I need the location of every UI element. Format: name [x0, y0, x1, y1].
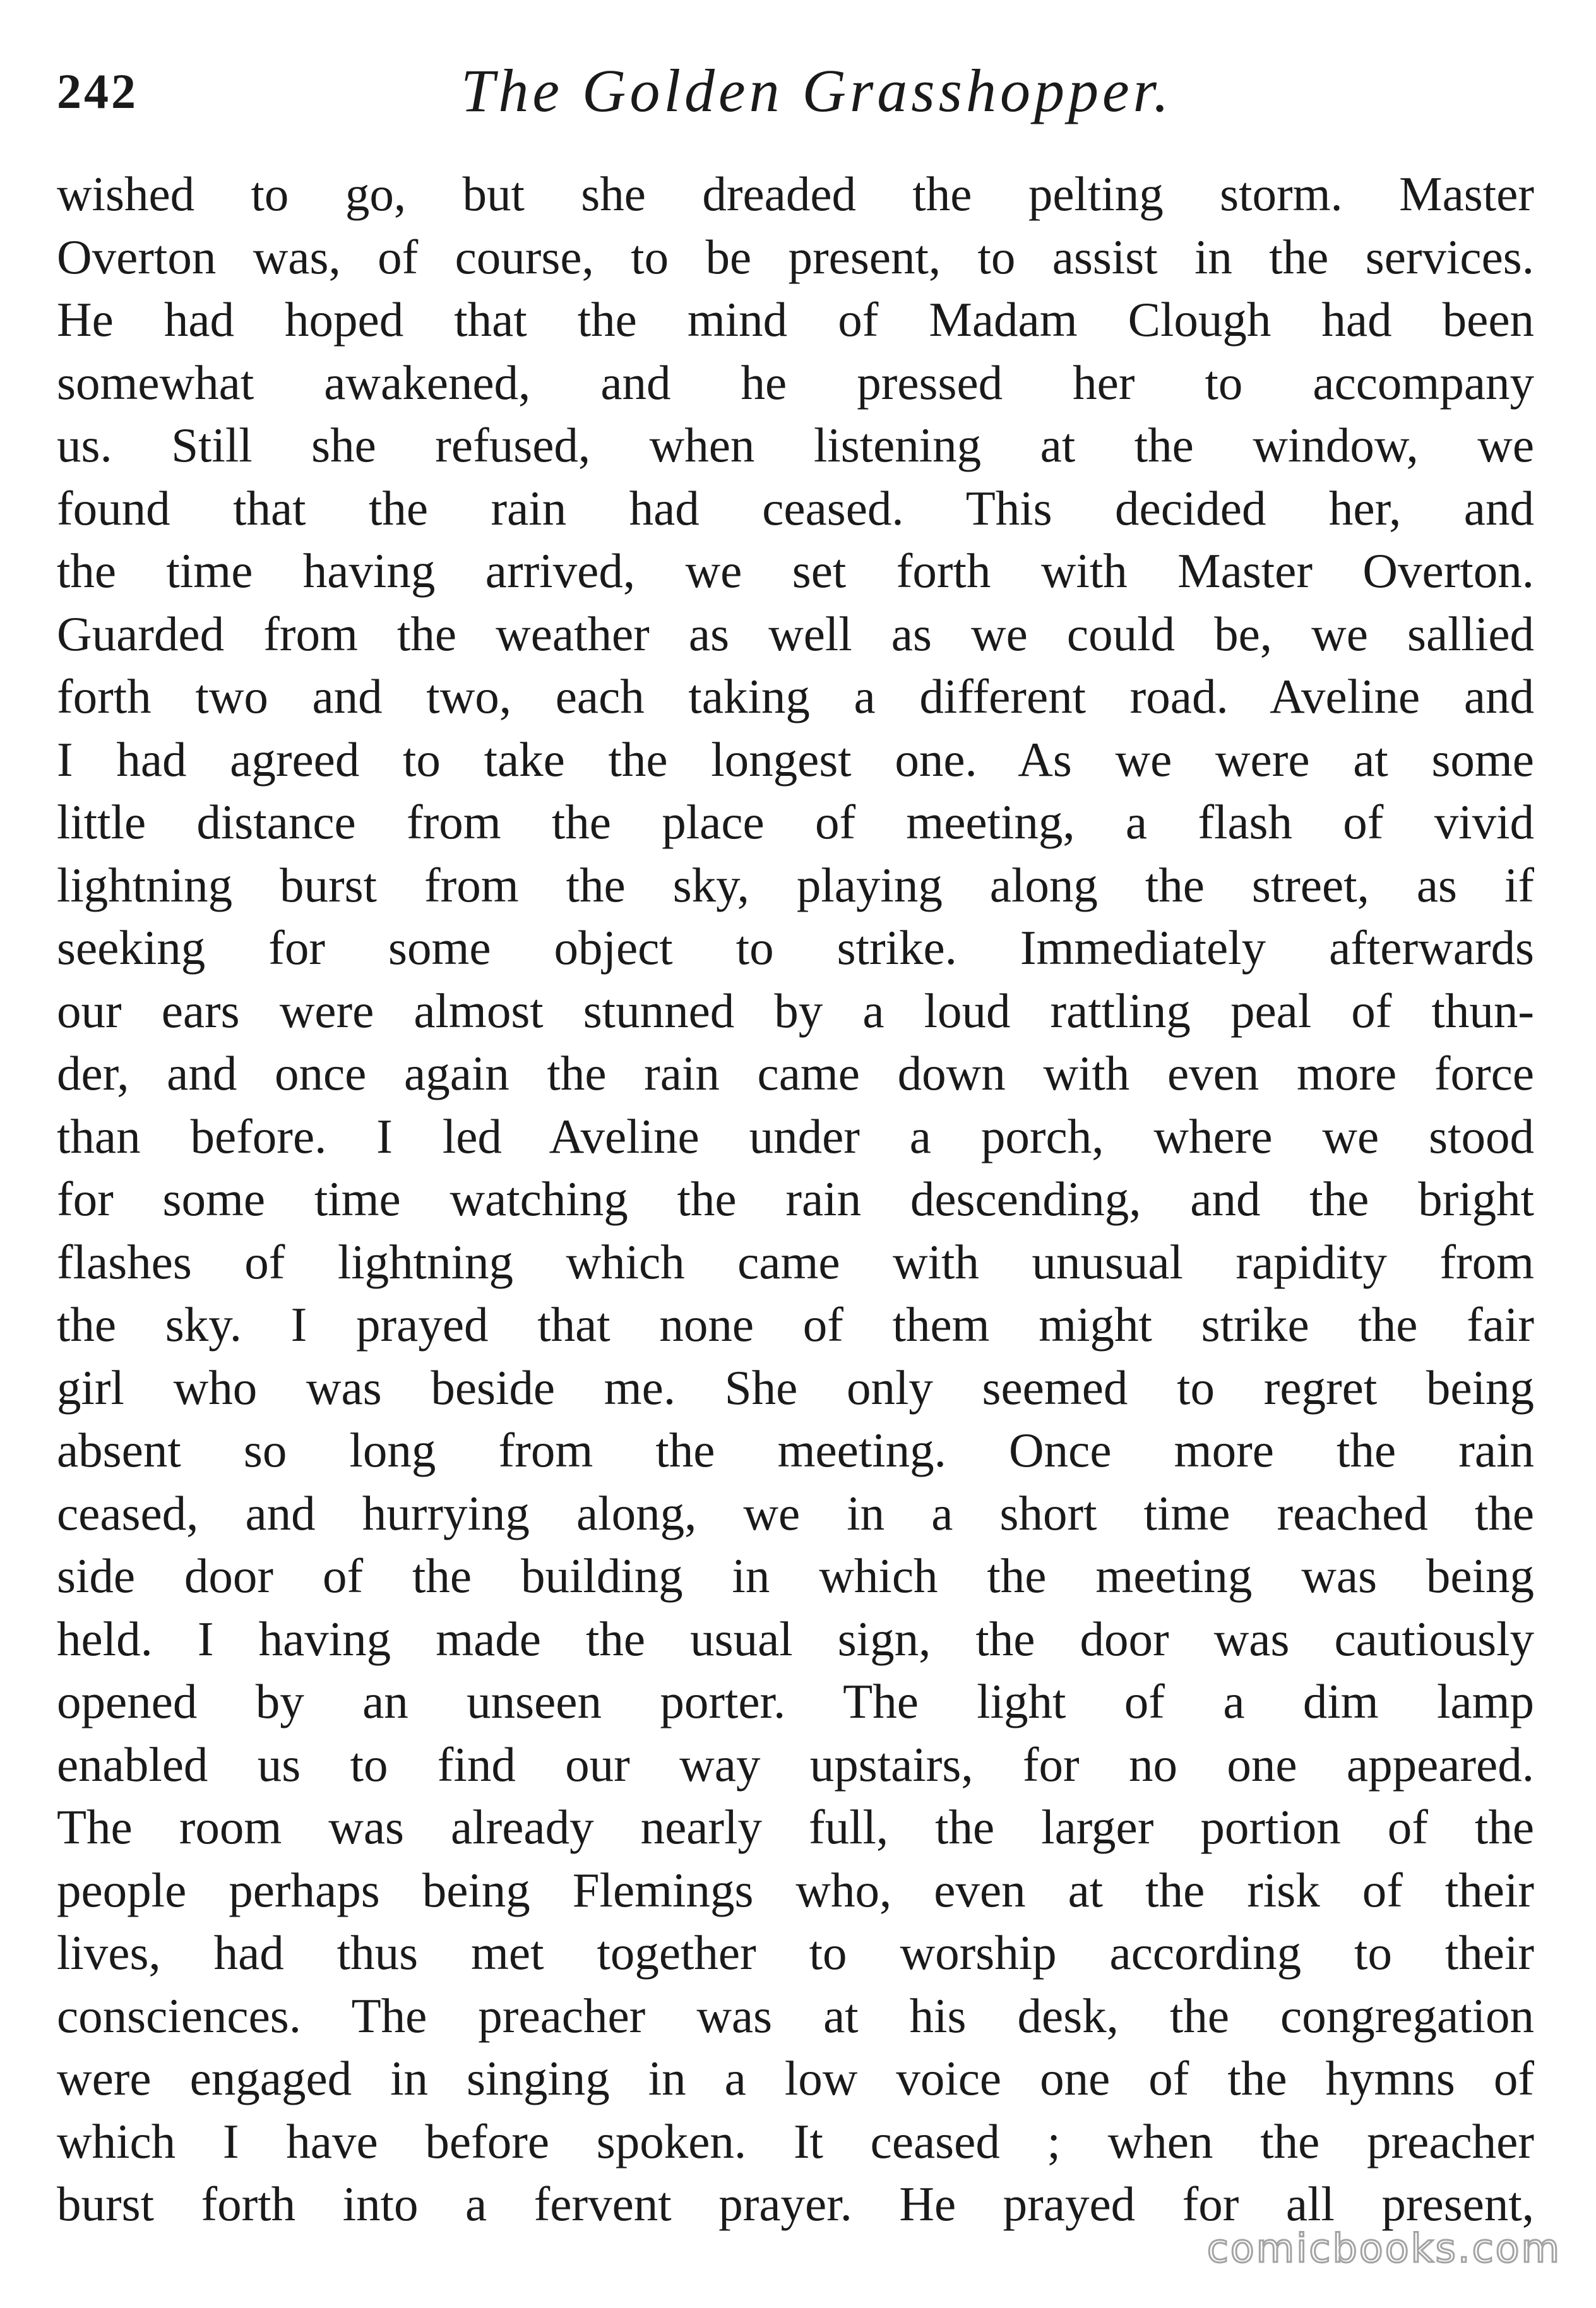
text-line: opened by an unseen porter. The light of a dim lamp [57, 1674, 1534, 1728]
text-line: girl who was beside me. She only seemed to regret being [57, 1360, 1534, 1415]
text-line: Overton was, of course, to be present, to assist in the services. [57, 229, 1534, 284]
text-line: our ears were almost stunned by a loud rattling peal of thun- [57, 983, 1534, 1038]
text-line: He had hoped that the mind of Madam Clough had been [57, 292, 1534, 347]
text-line: the sky. I prayed that none of them might strike the fair [57, 1297, 1534, 1352]
text-line: than before. I led Aveline under a porch, where we stood [57, 1109, 1534, 1163]
text-line: Guarded from the weather as well as we could be, we sallied [57, 606, 1534, 661]
text-line: which I have before spoken. It ceased ; when the preacher [57, 2114, 1534, 2168]
text-line: side door of the building in which the meeting was being [57, 1549, 1534, 1603]
text-line: for some time watching the rain descending, and the bright [57, 1172, 1534, 1226]
text-line: lightning burst from the sky, playing along the street, as if [57, 857, 1534, 912]
text-line: ceased, and hurrying along, we in a short time reached the [57, 1485, 1534, 1540]
text-line: burst forth into a fervent prayer. He prayed for all present, [57, 2177, 1534, 2231]
text-line: little distance from the place of meeting, a flash of vivid [57, 795, 1534, 849]
body-text [57, 163, 1534, 2236]
page-number: 242 [57, 64, 138, 119]
watermark: comicbooks.com [1206, 2225, 1561, 2271]
text-line: wished to go, but she dreaded the pelting storm. Master [57, 167, 1534, 221]
text-line: were engaged in singing in a low voice one of the hymns of [57, 2051, 1534, 2105]
text-line: the time having arrived, we set forth with Master Overton. [57, 544, 1534, 598]
text-line: consciences. The preacher was at his desk, the congregation [57, 1988, 1534, 2043]
text-line: found that the rain had ceased. This decided her, and [57, 480, 1534, 535]
text-line: enabled us to find our way upstairs, for no one appeared. [57, 1737, 1534, 1792]
text-line: The room was already nearly full, the larger portion of the [57, 1800, 1534, 1854]
text-line: people perhaps being Flemings who, even at the risk of their [57, 1862, 1534, 1917]
page-header [57, 51, 1540, 139]
text-line: absent so long from the meeting. Once more the rain [57, 1423, 1534, 1477]
running-title: The Golden Grasshopper. [461, 57, 1173, 124]
text-line: seeking for some object to strike. Immediately afterwards [57, 920, 1534, 975]
text-line: held. I having made the usual sign, the door was cautiously [57, 1611, 1534, 1666]
text-line: lives, had thus met together to worship according to their [57, 1925, 1534, 1980]
text-line: us. Still she refused, when listening at the window, we [57, 418, 1534, 472]
text-line: forth two and two, each taking a different road. Aveline and [57, 669, 1534, 723]
text-line: I had agreed to take the longest one. As we were at some [57, 732, 1534, 787]
text-line: der, and once again the rain came down with even more force [57, 1046, 1534, 1100]
text-line: flashes of lightning which came with unusual rapidity from [57, 1234, 1534, 1289]
text-line: somewhat awakened, and he pressed her to accompany [57, 355, 1534, 410]
